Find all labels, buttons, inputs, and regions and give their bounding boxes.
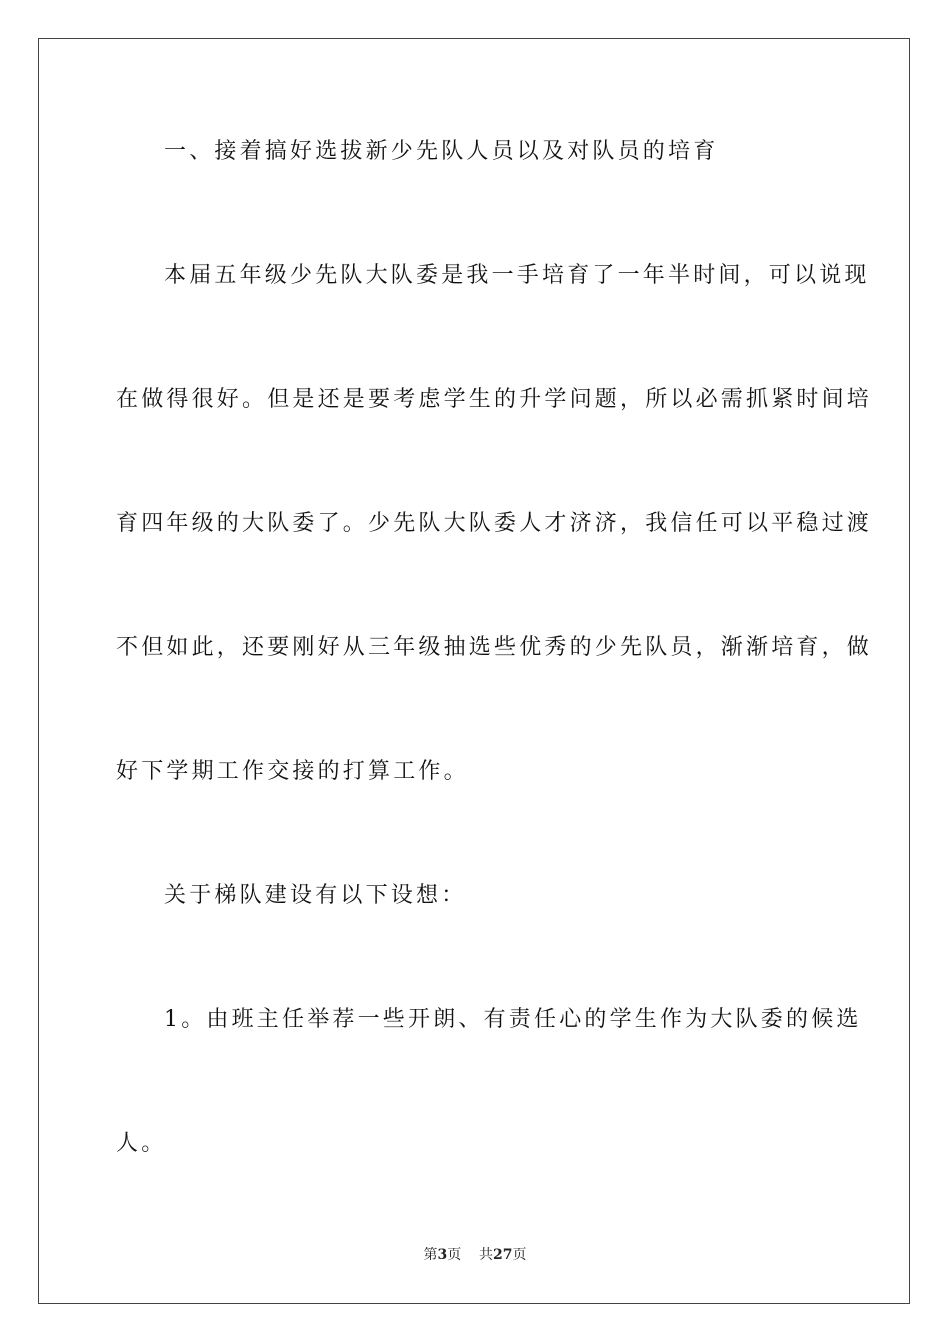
paragraph-line: 好下学期工作交接的打算工作。 bbox=[116, 759, 469, 784]
paragraph-line: 本届五年级少先队大队委是我一手培育了一年半时间，可以说现 bbox=[164, 263, 870, 288]
page-prefix: 第 bbox=[423, 1247, 438, 1263]
page-footer bbox=[0, 1246, 950, 1264]
list-item-line: 1。由班主任举荐一些开朗、有责任心的学生作为大队委的候选 bbox=[164, 1007, 862, 1032]
paragraph-line: 关于梯队建设有以下设想： bbox=[164, 883, 467, 908]
list-item-line: 人。 bbox=[116, 1131, 167, 1156]
paragraph-line: 育四年级的大队委了。少先队大队委人才济济，我信任可以平稳过渡 bbox=[116, 511, 873, 536]
total-suffix: 页 bbox=[512, 1247, 527, 1263]
page-suffix: 页 bbox=[447, 1247, 462, 1263]
total-prefix: 共 bbox=[479, 1247, 494, 1263]
page-number: 3 bbox=[437, 1247, 448, 1263]
section-heading: 一、接着搞好选拔新少先队人员以及对队员的培育 bbox=[164, 139, 719, 164]
paragraph-line: 不但如此，还要刚好从三年级抽选些优秀的少先队员，渐渐培育，做 bbox=[116, 635, 873, 660]
paragraph-line: 在做得很好。但是还是要考虑学生的升学问题，所以必需抓紧时间培 bbox=[116, 387, 873, 412]
page-border bbox=[38, 38, 910, 1304]
total-pages: 27 bbox=[493, 1247, 513, 1263]
